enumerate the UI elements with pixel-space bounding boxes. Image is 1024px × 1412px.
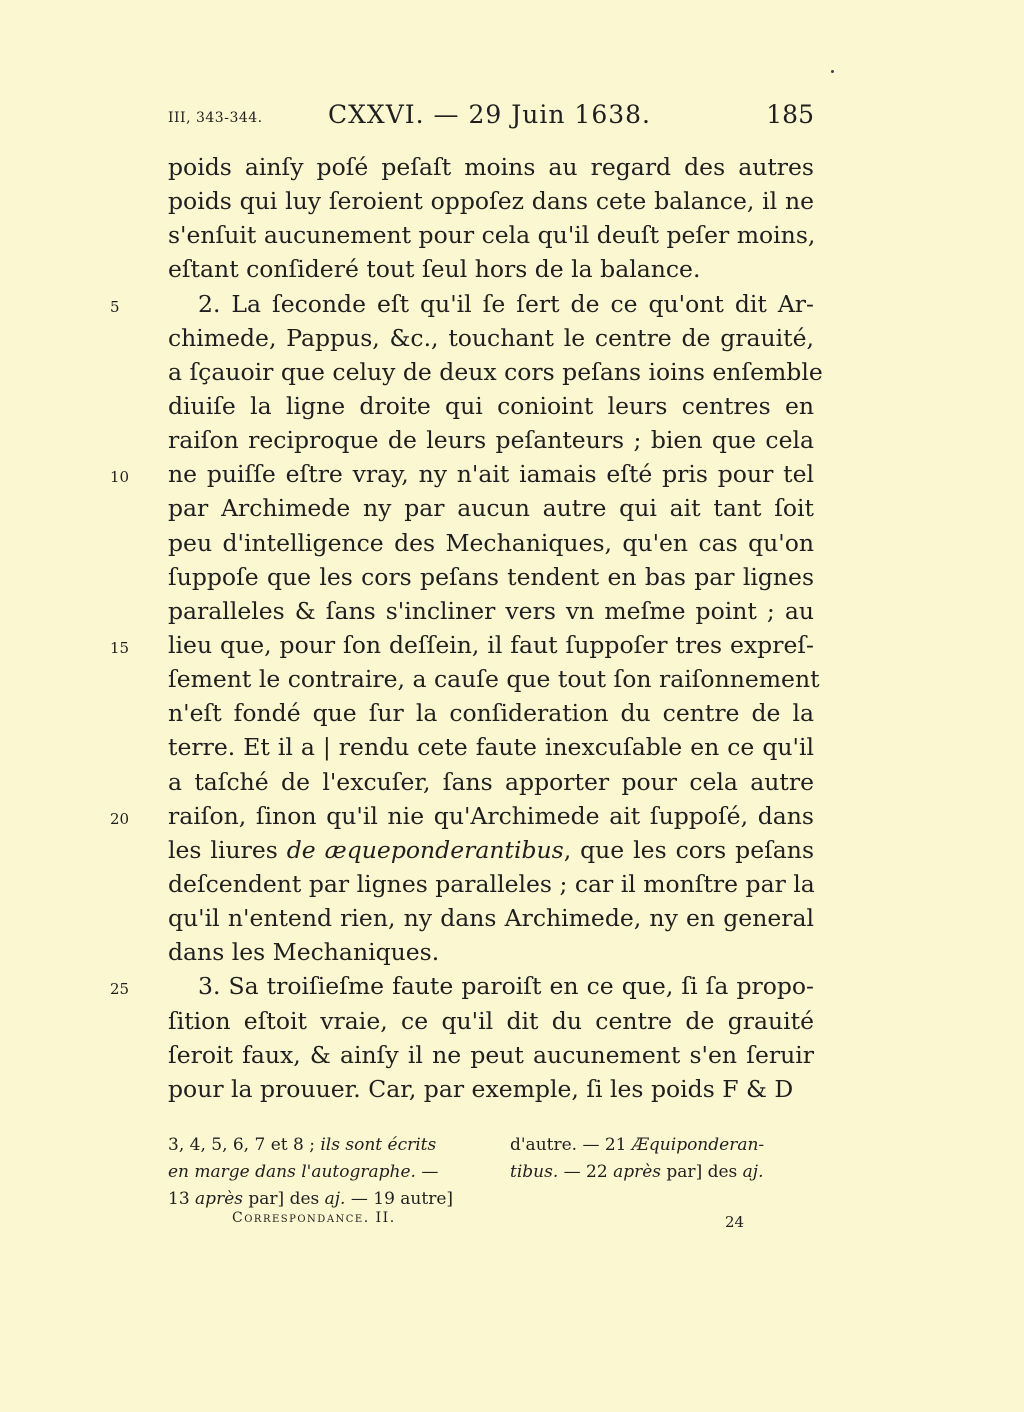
line-text: raiſon, ſinon qu'il nie qu'Archimede ait ſuppoſé, dans <box>168 801 814 830</box>
footnote-text: — 19 autre] <box>345 1189 454 1209</box>
footnote-italic: en marge dans l'autographe. — <box>168 1162 439 1182</box>
text-line <box>168 696 814 730</box>
footnote-line <box>168 1159 478 1186</box>
text-line <box>168 150 814 184</box>
text-line <box>168 730 814 764</box>
text-line <box>110 287 814 321</box>
footnote-text: par] des <box>661 1162 743 1182</box>
text-line <box>168 252 814 286</box>
text-line <box>168 833 814 867</box>
text-line <box>110 969 814 1003</box>
footnote-italic: après <box>195 1189 243 1209</box>
text-line <box>110 457 814 491</box>
text-line <box>168 355 823 389</box>
letter-title: CXXVI. — 29 Juin 1638. <box>328 100 651 129</box>
footnote-line <box>168 1186 478 1213</box>
text-line <box>110 799 814 833</box>
line-text: n'eſt fondé que ſur la conſideration du centre de la <box>168 699 814 728</box>
line-text: ſition eſtoit vraie, ce qu'il dit du centre de grauité <box>168 1006 814 1035</box>
line-text: chimede, Pappus, &c., touchant le centre de grauité, <box>168 323 814 352</box>
text-line <box>168 935 814 969</box>
line-text: 3. Sa troiſieſme faute paroiſt en ce que, ſi ſa propo- <box>198 972 814 1001</box>
text-line <box>168 765 814 799</box>
line-text: lieu que, pour ſon deſſein, il faut ſuppoſer tres expreſ- <box>168 630 814 659</box>
text-line <box>168 867 814 901</box>
text-line <box>168 321 814 355</box>
line-text: qu'il n'entend rien, ny dans Archimede, ny en general <box>168 904 814 933</box>
line-number: 25 <box>110 980 130 999</box>
line-number: 20 <box>110 809 130 828</box>
line-text: eſtant conſideré tout ſeul hors de la balance. <box>168 255 701 284</box>
line-text: ſuppoſe que les cors peſans tendent en bas par lignes <box>168 562 814 591</box>
page-number: 185 <box>766 100 814 129</box>
footnote-italic: aj. <box>742 1162 764 1182</box>
text-line <box>168 901 814 935</box>
footnote-italic: tibus. <box>510 1162 559 1182</box>
line-text: , que les cors peſans <box>563 835 815 864</box>
footnote-line <box>510 1159 810 1186</box>
text-line <box>110 628 814 662</box>
line-text: les liures <box>168 835 287 864</box>
footnote-text: 3, 4, 5, 6, 7 et 8 ; <box>168 1135 321 1155</box>
text-line <box>168 184 814 218</box>
text-line <box>168 1072 814 1106</box>
footnote-text: — 22 <box>558 1162 614 1182</box>
line-text: ne puiſſe eſtre vray, ny n'ait iamais eſté pris pour tel <box>168 460 814 489</box>
line-text: diuiſe la ligne droite qui conioint leurs centres en <box>168 391 814 420</box>
signature-mark: Correspondance. II. <box>232 1210 396 1226</box>
signature-number: 24 <box>725 1213 745 1231</box>
line-number: 5 <box>110 297 120 316</box>
line-text: a taſché de l'excuſer, ſans apporter pour cela autre <box>168 767 814 796</box>
line-text: peu d'intelligence des Mechaniques, qu'en cas qu'on <box>168 528 814 557</box>
footnote-text: 13 <box>168 1189 196 1209</box>
line-text: a ſçauoir que celuy de deux cors peſans ioins enſemble <box>168 357 823 386</box>
line-text: pour la prouuer. Car, par exemple, ſi les poids F & D <box>168 1074 794 1103</box>
body-text <box>110 150 823 1106</box>
line-text: deſcendent par lignes paralleles ; car il monſtre par la <box>168 869 815 898</box>
footnote-line <box>168 1132 478 1159</box>
footnote-text: d'autre. — 21 <box>510 1135 632 1155</box>
line-text: paralleles & ſans s'incliner vers vn meſme point ; au <box>168 596 814 625</box>
footnote-italic: ils sont écrits <box>320 1135 437 1155</box>
text-line <box>168 423 814 457</box>
text-line <box>168 662 820 696</box>
footnote-line <box>510 1132 810 1159</box>
line-text: raiſon reciproque de leurs peſanteurs ; bien que cela <box>168 426 814 455</box>
text-line <box>168 1038 814 1072</box>
line-number: 10 <box>110 468 130 487</box>
line-number: 15 <box>110 638 130 657</box>
line-text: ſeroit faux, & ainſy il ne peut aucunement s'en ſeruir <box>168 1040 814 1069</box>
page-header <box>168 100 814 140</box>
text-line <box>168 218 814 252</box>
line-text: ſement le contraire, a cauſe que tout ſon raiſonnement <box>168 665 820 694</box>
text-line <box>168 1004 814 1038</box>
volume-reference: III, 343-344. <box>168 110 263 126</box>
line-text: poids ainſy poſé peſaſt moins au regard des autres <box>168 153 814 181</box>
line-text: poids qui luy ſeroient oppoſez dans cete balance, il ne <box>168 187 814 216</box>
footnotes-left-column <box>168 1132 478 1213</box>
text-line <box>168 526 814 560</box>
line-text: s'enſuit aucunement pour cela qu'il deuſt peſer moins, <box>168 221 816 250</box>
text-line <box>168 560 814 594</box>
footnote-text: par] des <box>242 1189 325 1209</box>
footnote-italic: Æquiponderan- <box>631 1135 765 1155</box>
text-line <box>168 491 814 525</box>
line-text: dans les Mechaniques. <box>168 938 440 967</box>
line-text: 2. La ſeconde eſt qu'il ſe ſert de ce qu'ont dit Ar- <box>198 289 814 318</box>
text-line <box>168 389 814 423</box>
line-text-italic: de æqueponderantibus <box>286 835 564 864</box>
line-text: terre. Et il a | rendu cete faute inexcuſable en ce qu'il <box>168 733 814 762</box>
stray-dot <box>831 70 834 73</box>
line-text: par Archimede ny par aucun autre qui ait tant ſoit <box>168 494 814 523</box>
footnote-italic: après <box>613 1162 662 1182</box>
footnote-italic: aj. <box>324 1189 346 1209</box>
footnotes-right-column <box>510 1132 810 1186</box>
text-line <box>168 594 814 628</box>
